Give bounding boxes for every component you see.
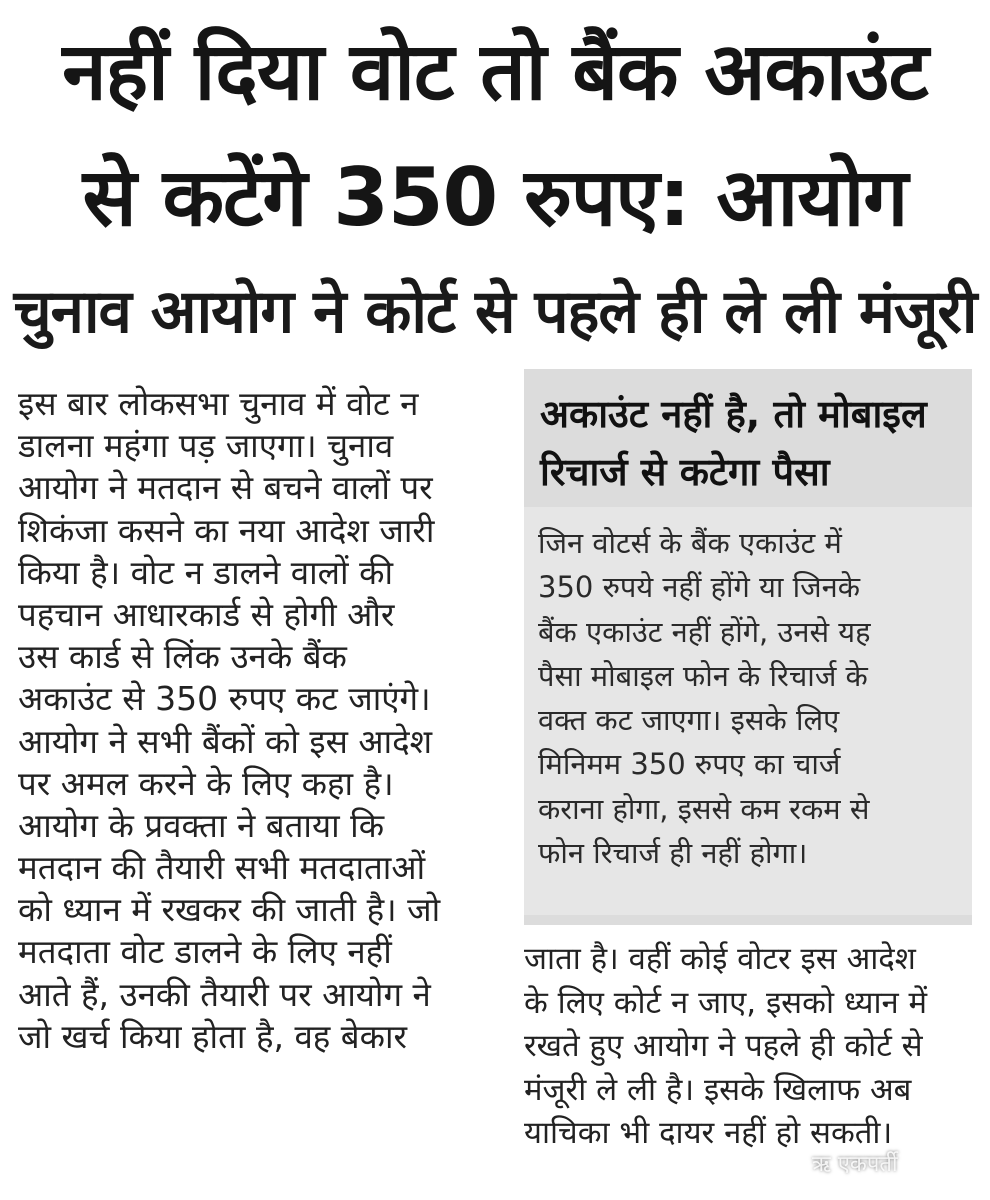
article-line: को ध्यान में रखकर की जाती है। जो — [18, 890, 441, 930]
sidebar-title-line: अकाउंट नहीं है, तो मोबाइल — [540, 392, 927, 436]
article-line: मतदाता वोट डालने के लिए नहीं — [18, 932, 392, 972]
sidebar-box — [524, 369, 972, 925]
article-line: आयोग के प्रवक्ता ने बताया कि — [18, 805, 385, 845]
article-line: शिकंजा कसने का नया आदेश जारी — [18, 510, 435, 550]
sidebar-body-line: पैसा मोबाइल फोन के रिचार्ज के — [538, 658, 868, 693]
article-line: रखते हुए आयोग ने पहले ही कोर्ट से — [524, 1028, 923, 1064]
article-line: मंजूरी ले ली है। इसके खिलाफ अब — [524, 1071, 912, 1108]
article-line: अकाउंट से 350 रुपए कट जाएंगे। — [18, 679, 431, 719]
article-line: डालना महंगा पड़ जाएगा। चुनाव — [18, 426, 394, 466]
article-line: उस कार्ड से लिंक उनके बैंक — [18, 637, 347, 677]
sidebar-box-body — [524, 507, 972, 915]
sidebar-box-title — [540, 385, 960, 501]
sidebar-body-line: कराना होगा, इससे कम रकम से — [538, 791, 870, 826]
sidebar-body-line: वक्त कट जाएगा। इसके लिए — [538, 703, 840, 738]
article-line: आते हैं, उनकी तैयारी पर आयोग ने — [18, 974, 431, 1014]
headline-line-1: नहीं दिया वोट तो बैंक अकाउंट — [62, 25, 928, 118]
sidebar-body-line: जिन वोटर्स के बैंक एकाउंट में — [538, 526, 842, 560]
headline-line-2: से कटेंगे 350 रुपए: आयोग — [82, 151, 908, 244]
right-column-article — [524, 938, 974, 1156]
watermark: ऋ एकपर्ती — [812, 1152, 898, 1177]
article-line: के लिए कोर्ट न जाए, इसको ध्यान में — [524, 984, 928, 1021]
article-line: जो खर्च किया होता है, वह बेकार — [18, 1016, 408, 1056]
article-line: पर अमल करने के लिए कहा है। — [18, 763, 394, 803]
article-line: आयोग ने सभी बैंकों को इस आदेश — [18, 721, 433, 761]
article-line: पहचान आधारकार्ड से होगी और — [18, 594, 395, 634]
article-line: जाता है। वहीं कोई वोटर इस आदेश — [524, 941, 916, 977]
sidebar-body-line: मिनिमम 350 रुपए का चार्ज — [538, 747, 841, 782]
article-line: मतदान की तैयारी सभी मतदाताओं — [18, 848, 426, 888]
sidebar-body-line: बैंक एकाउंट नहीं होंगे, उनसे यह — [538, 614, 871, 649]
subheadline: चुनाव आयोग ने कोर्ट से पहले ही ले ली मंजूरी — [13, 277, 977, 347]
article-line: किया है। वोट न डालने वालों की — [18, 552, 393, 592]
left-column-article — [18, 383, 498, 1058]
sidebar-body-line: 350 रुपये नहीं होंगे या जिनके — [538, 570, 861, 605]
sidebar-body-line: फोन रिचार्ज ही नहीं होगा। — [538, 836, 808, 871]
article-line: आयोग ने मतदान से बचने वालों पर — [18, 468, 433, 508]
sidebar-title-line: रिचार्ज से कटेगा पैसा — [540, 450, 830, 494]
article-line: याचिका भी दायर नहीं हो सकती। — [524, 1115, 893, 1151]
article-line: इस बार लोकसभा चुनाव में वोट न — [18, 384, 419, 423]
